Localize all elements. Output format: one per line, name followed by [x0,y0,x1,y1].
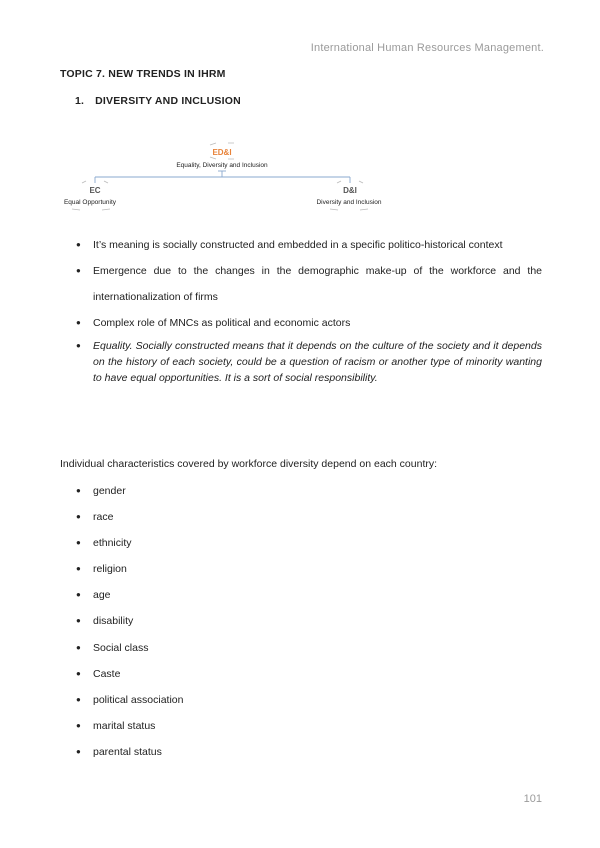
list-item: ● ethnicity [76,530,183,556]
diagram-top-label: Equality, Diversity and Inclusion [176,162,268,169]
page-number: 101 [523,793,542,805]
main-bullet-list [76,232,542,386]
characteristics-list [76,478,183,765]
diagram-right-abbr: D&I [343,186,357,195]
diagram-left-abbr: EC [89,186,101,195]
list-item: ● religion [76,556,183,582]
list-item-equality: ● Equality. Socially constructed means that it depends on the culture of the society and it depends on the history of each society, could be a question of racism or another type of minority wanting to have equal opportunities. It is a sort of social responsibility. [76,338,542,386]
list-item: ● parental status [76,739,183,765]
list-item: ● Caste [76,661,183,687]
section-number: 1. [75,95,85,107]
diagram-connectors [95,171,350,183]
diagram-node-top [176,143,268,169]
diagram-top-abbr: ED&I [212,148,232,157]
list-item: ● Emergence due to the changes in the demographic make-up of the workforce and the internationalization of firms [76,258,542,310]
diagram-right-label: Diversity and Inclusion [316,199,382,206]
diagram-left-label: Equal Opportunity [63,199,117,206]
list-item: ● Complex role of MNCs as political and economic actors [76,310,542,336]
list-item: ● political association [76,687,183,713]
topic-title: TOPIC 7. NEW TRENDS IN IHRM [60,68,226,80]
list-item: ● Social class [76,635,183,661]
diagram-node-left [64,181,117,210]
list-item: ● gender [76,478,183,504]
running-header: International Human Resources Management. [310,42,544,54]
list-item: ● disability [76,608,183,634]
list-item: ● It’s meaning is socially constructed and embedded in a specific politico-historical context [76,232,542,258]
edi-diagram [50,135,410,225]
list-item: ● marital status [76,713,183,739]
list-item: ● age [76,582,183,608]
diagram-node-right [316,181,381,210]
characteristics-intro: Individual characteristics covered by workforce diversity depend on each country: [60,458,438,470]
section-heading [75,95,241,107]
section-title: DIVERSITY AND INCLUSION [95,95,241,107]
list-item: ● race [76,504,183,530]
